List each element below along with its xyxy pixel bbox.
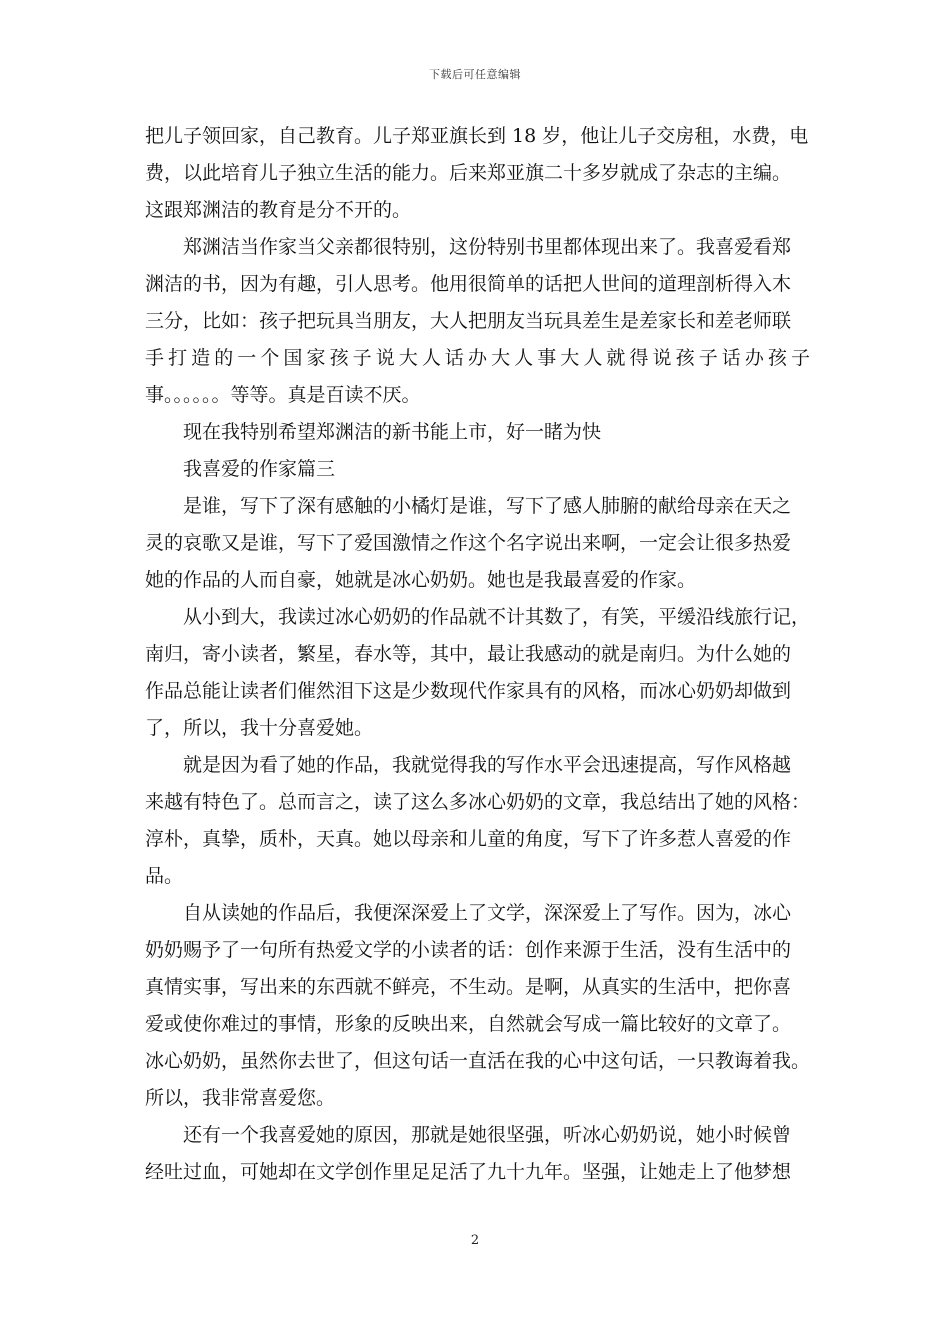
section-heading: 我喜爱的作家篇三 xyxy=(183,458,336,480)
text-line: 所以，我非常喜爱您。 xyxy=(145,1087,336,1109)
document-body xyxy=(145,118,810,1191)
page-number: 2 xyxy=(470,1233,480,1248)
text-line: 现在我特别希望郑渊洁的新书能上市，好一睹为快 xyxy=(183,421,602,443)
text-line: 手打造的一个国家孩子说大人话办大人事大人就得说孩子话办孩子 xyxy=(145,347,810,369)
text-line: 费，以此培育儿子独立生活的能力。后来郑亚旗二十多岁就成了杂志的主编。 xyxy=(145,162,792,184)
page-header: 下载后可任意编辑 xyxy=(429,68,521,81)
text-line: 把儿子领回家，自己教育。儿子郑亚旗长到 18 岁，他让儿子交房租，水费，电 xyxy=(145,125,809,147)
text-line: 灵的哀歌又是谁，写下了爱国激情之作这个名字说出来啊，一定会让很多热爱 xyxy=(145,532,792,554)
text-line: 就是因为看了她的作品，我就觉得我的写作水平会迅速提高，写作风格越 xyxy=(183,754,792,776)
text-line: 了，所以，我十分喜爱她。 xyxy=(145,717,374,739)
text-line: 来越有特色了。总而言之，读了这么多冰心奶奶的文章，我总结出了她的风格： xyxy=(145,791,811,813)
text-line: 还有一个我喜爱她的原因，那就是她很坚强，听冰心奶奶说，她小时候曾 xyxy=(183,1124,792,1146)
text-line: 郑渊洁当作家当父亲都很特别，这份特别书里都体现出来了。我喜爱看郑 xyxy=(183,236,792,258)
text-line: 真情实事，写出来的东西就不鲜亮，不生动。是啊，从真实的生活中，把你喜 xyxy=(145,976,792,998)
text-line: 冰心奶奶，虽然你去世了，但这句话一直活在我的心中这句话，一只教诲着我。 xyxy=(145,1050,811,1072)
text-line: 奶奶赐予了一句所有热爱文学的小读者的话：创作来源于生活，没有生活中的 xyxy=(145,939,792,961)
text-line: 这跟郑渊洁的教育是分不开的。 xyxy=(145,199,412,221)
text-line: 自从读她的作品后，我便深深爱上了文学，深深爱上了写作。因为，冰心 xyxy=(183,902,792,924)
text-line: 经吐过血，可她却在文学创作里足足活了九十九年。坚强，让她走上了他梦想 xyxy=(145,1161,792,1183)
text-line: 爱或使你难过的事情，形象的反映出来，自然就会写成一篇比较好的文章了。 xyxy=(145,1013,792,1035)
text-line: 她的作品的人而自豪，她就是冰心奶奶。她也是我最喜爱的作家。 xyxy=(145,569,697,591)
text-line: 事。。。。。。等等。真是百读不厌。 xyxy=(145,384,421,406)
text-line: 作品总能让读者们催然泪下这是少数现代作家具有的风格，而冰心奶奶却做到 xyxy=(145,680,792,702)
text-line: 是谁，写下了深有感触的小橘灯是谁，写下了感人肺腑的献给母亲在天之 xyxy=(183,495,792,517)
text-line: 淳朴，真挚，质朴，天真。她以母亲和儿童的角度，写下了许多惹人喜爱的作 xyxy=(145,828,792,850)
text-line: 从小到大，我读过冰心奶奶的作品就不计其数了，有笑，平缓沿线旅行记， xyxy=(183,606,811,628)
text-line: 南归，寄小读者，繁星，春水等，其中，最让我感动的就是南归。为什么她的 xyxy=(145,643,792,665)
text-line: 三分，比如：孩子把玩具当朋友，大人把朋友当玩具差生是差家长和差老师联 xyxy=(145,310,792,332)
text-line: 渊洁的书，因为有趣，引人思考。他用很简单的话把人世间的道理剖析得入木 xyxy=(145,273,792,295)
text-line: 品。 xyxy=(145,865,184,887)
